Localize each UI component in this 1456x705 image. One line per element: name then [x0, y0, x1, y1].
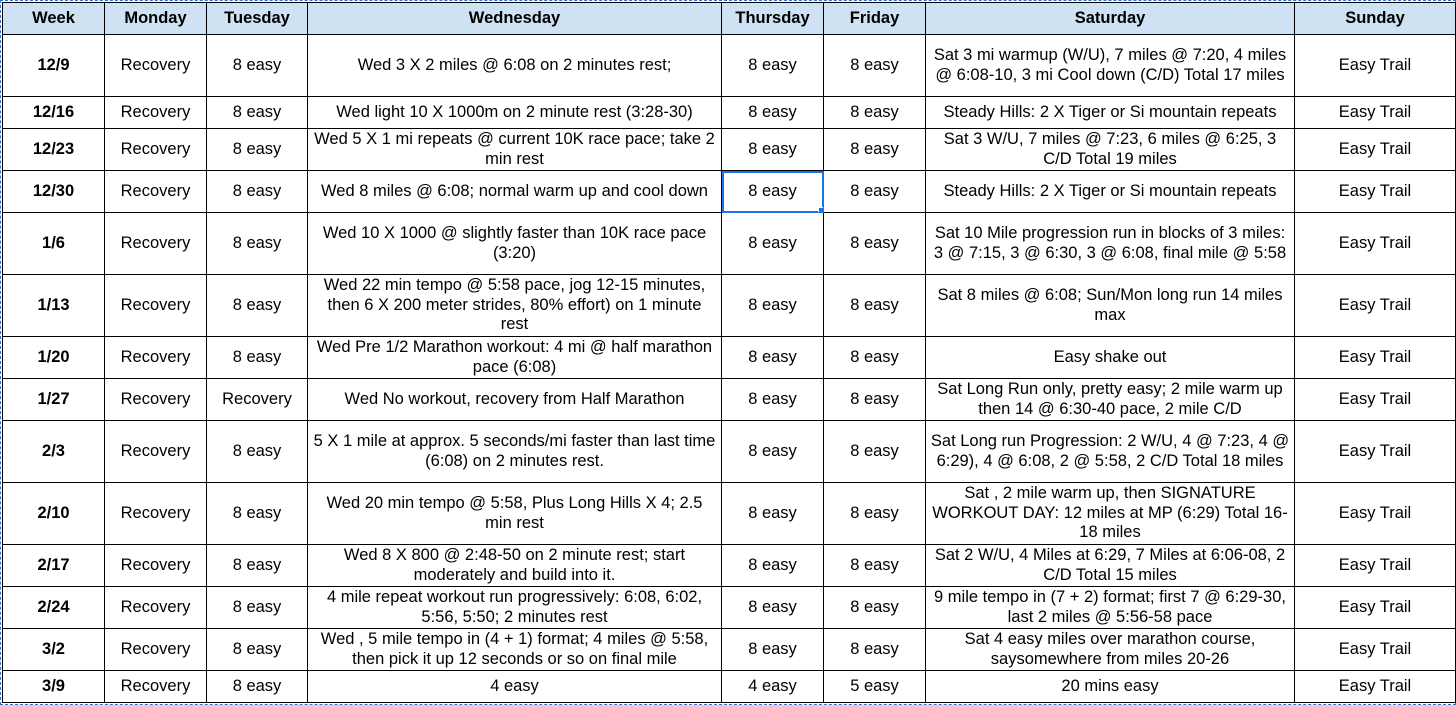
cell-monday[interactable]: Recovery [105, 587, 207, 629]
cell-tuesday[interactable]: 8 easy [207, 671, 308, 703]
cell-monday[interactable]: Recovery [105, 337, 207, 379]
cell-wednesday[interactable]: 4 mile repeat workout run progressively: 6:08, 6:02, 5:56, 5:50; 2 minutes rest [308, 587, 722, 629]
cell-week[interactable]: 2/17 [3, 545, 105, 587]
cell-wednesday[interactable]: 5 X 1 mile at approx. 5 seconds/mi faster than last time (6:08) on 2 minutes rest. [308, 421, 722, 483]
cell-sunday[interactable]: Easy Trail [1295, 379, 1456, 421]
cell-saturday[interactable]: 20 mins easy [926, 671, 1295, 703]
cell-sunday[interactable]: Easy Trail [1295, 587, 1456, 629]
cell-sunday[interactable]: Easy Trail [1295, 545, 1456, 587]
table-row [3, 671, 1456, 703]
cell-wednesday[interactable]: Wed 5 X 1 mi repeats @ current 10K race pace; take 2 min rest [308, 129, 722, 171]
table-row [3, 129, 1456, 171]
cell-wednesday[interactable]: Wed 20 min tempo @ 5:58, Plus Long Hills X 4; 2.5 min rest [308, 483, 722, 545]
cell-wednesday[interactable]: Wed 10 X 1000 @ slightly faster than 10K race pace (3:20) [308, 213, 722, 275]
cell-sunday[interactable]: Easy Trail [1295, 129, 1456, 171]
cell-week[interactable]: 2/10 [3, 483, 105, 545]
cell-friday[interactable]: 8 easy [824, 97, 926, 129]
cell-tuesday[interactable]: 8 easy [207, 129, 308, 171]
cell-saturday[interactable]: Sat , 2 mile warm up, then SIGNATURE WORKOUT DAY: 12 miles at MP (6:29) Total 16-18 miles [926, 483, 1295, 545]
cell-monday[interactable]: Recovery [105, 35, 207, 97]
cell-wednesday[interactable]: 4 easy [308, 671, 722, 703]
cell-week[interactable]: 2/24 [3, 587, 105, 629]
cell-thursday[interactable]: 8 easy [722, 545, 824, 587]
cell-friday[interactable]: 8 easy [824, 629, 926, 671]
cell-saturday[interactable]: Sat 4 easy miles over marathon course, saysomewhere from miles 20-26 [926, 629, 1295, 671]
table-row [3, 35, 1456, 97]
cell-wednesday[interactable]: Wed , 5 mile tempo in (4 + 1) format; 4 miles @ 5:58, then pick it up 12 seconds or so on final mile [308, 629, 722, 671]
header-saturday[interactable]: Saturday [926, 3, 1295, 35]
cell-saturday[interactable]: Sat Long run Progression: 2 W/U, 4 @ 7:23, 4 @ 6:29), 4 @ 6:08, 2 @ 5:58, 2 C/D Total 18 miles [926, 421, 1295, 483]
cell-monday[interactable]: Recovery [105, 545, 207, 587]
table-body [3, 35, 1456, 703]
cell-sunday[interactable]: Easy Trail [1295, 97, 1456, 129]
cell-thursday[interactable]: 8 easy [722, 421, 824, 483]
cell-friday[interactable]: 8 easy [824, 275, 926, 337]
cell-sunday[interactable]: Easy Trail [1295, 171, 1456, 213]
cell-week[interactable]: 12/30 [3, 171, 105, 213]
training-schedule-table [2, 2, 1456, 703]
table-row [3, 337, 1456, 379]
cell-monday[interactable]: Recovery [105, 483, 207, 545]
cell-friday[interactable]: 8 easy [824, 483, 926, 545]
table-row [3, 587, 1456, 629]
cell-thursday-selected[interactable] [722, 171, 824, 213]
table-row [3, 421, 1456, 483]
cell-saturday[interactable]: Steady Hills: 2 X Tiger or Si mountain repeats [926, 97, 1295, 129]
selection-fill-handle[interactable] [818, 207, 824, 213]
cell-monday[interactable]: Recovery [105, 213, 207, 275]
cell-friday[interactable]: 8 easy [824, 421, 926, 483]
cell-tuesday[interactable]: 8 easy [207, 171, 308, 213]
cell-saturday[interactable]: Sat 3 W/U, 7 miles @ 7:23, 6 miles @ 6:25, 3 C/D Total 19 miles [926, 129, 1295, 171]
cell-friday[interactable]: 8 easy [824, 171, 926, 213]
table-row [3, 545, 1456, 587]
cell-sunday[interactable]: Easy Trail [1295, 213, 1456, 275]
cell-wednesday[interactable]: Wed Pre 1/2 Marathon workout: 4 mi @ half marathon pace (6:08) [308, 337, 722, 379]
table-row [3, 213, 1456, 275]
cell-thursday[interactable]: 8 easy [722, 35, 824, 97]
cell-monday[interactable]: Recovery [105, 97, 207, 129]
cell-friday[interactable]: 8 easy [824, 129, 926, 171]
table-row [3, 629, 1456, 671]
cell-tuesday[interactable]: 8 easy [207, 421, 308, 483]
cell-wednesday[interactable]: Wed 8 X 800 @ 2:48-50 on 2 minute rest; start moderately and build into it. [308, 545, 722, 587]
cell-friday[interactable]: 8 easy [824, 213, 926, 275]
cell-saturday[interactable]: Sat Long Run only, pretty easy; 2 mile warm up then 14 @ 6:30-40 pace, 2 mile C/D [926, 379, 1295, 421]
cell-week[interactable]: 1/6 [3, 213, 105, 275]
cell-saturday[interactable]: Steady Hills: 2 X Tiger or Si mountain repeats [926, 171, 1295, 213]
cell-sunday[interactable]: Easy Trail [1295, 483, 1456, 545]
cell-week[interactable]: 3/2 [3, 629, 105, 671]
cell-thursday[interactable]: 8 easy [722, 129, 824, 171]
cell-tuesday[interactable]: 8 easy [207, 337, 308, 379]
cell-week[interactable]: 12/9 [3, 35, 105, 97]
table-row [3, 483, 1456, 545]
header-tuesday[interactable]: Tuesday [207, 3, 308, 35]
cell-sunday[interactable]: Easy Trail [1295, 421, 1456, 483]
cell-thursday[interactable]: 8 easy [722, 275, 824, 337]
table-row [3, 171, 1456, 213]
cell-sunday[interactable]: Easy Trail [1295, 671, 1456, 703]
cell-saturday[interactable]: Sat 2 W/U, 4 Miles at 6:29, 7 Miles at 6:06-08, 2 C/D Total 15 miles [926, 545, 1295, 587]
header-friday[interactable]: Friday [824, 3, 926, 35]
cell-monday[interactable]: Recovery [105, 671, 207, 703]
cell-wednesday[interactable]: Wed light 10 X 1000m on 2 minute rest (3:28-30) [308, 97, 722, 129]
cell-friday[interactable]: 8 easy [824, 379, 926, 421]
cell-tuesday[interactable]: 8 easy [207, 275, 308, 337]
cell-tuesday[interactable]: 8 easy [207, 213, 308, 275]
cell-friday[interactable]: 8 easy [824, 337, 926, 379]
header-week[interactable]: Week [3, 3, 105, 35]
cell-week[interactable]: 1/27 [3, 379, 105, 421]
table-row [3, 97, 1456, 129]
cell-monday[interactable]: Recovery [105, 171, 207, 213]
cell-thursday[interactable]: 8 easy [722, 587, 824, 629]
cell-thursday[interactable]: 8 easy [722, 629, 824, 671]
cell-tuesday[interactable]: 8 easy [207, 587, 308, 629]
cell-week[interactable]: 1/13 [3, 275, 105, 337]
cell-friday[interactable]: 8 easy [824, 35, 926, 97]
cell-saturday[interactable]: Sat 3 mi warmup (W/U), 7 miles @ 7:20, 4 miles @ 6:08-10, 3 mi Cool down (C/D) Total 17 miles [926, 35, 1295, 97]
header-wednesday[interactable]: Wednesday [308, 3, 722, 35]
table-row [3, 379, 1456, 421]
cell-saturday[interactable]: Easy shake out [926, 337, 1295, 379]
cell-wednesday[interactable]: Wed 8 miles @ 6:08; normal warm up and cool down [308, 171, 722, 213]
cell-monday[interactable]: Recovery [105, 629, 207, 671]
cell-tuesday[interactable]: Recovery [207, 379, 308, 421]
cell-week[interactable]: 12/23 [3, 129, 105, 171]
cell-thursday[interactable]: 8 easy [722, 483, 824, 545]
cell-thursday[interactable]: 8 easy [722, 213, 824, 275]
table-row [3, 275, 1456, 337]
cell-tuesday[interactable]: 8 easy [207, 545, 308, 587]
cell-week[interactable]: 12/16 [3, 97, 105, 129]
cell-saturday[interactable]: Sat 10 Mile progression run in blocks of 3 miles: 3 @ 7:15, 3 @ 6:30, 3 @ 6:08, final mile @ 5:58 [926, 213, 1295, 275]
cell-tuesday[interactable]: 8 easy [207, 97, 308, 129]
cell-saturday[interactable]: Sat 8 miles @ 6:08; Sun/Mon long run 14 miles max [926, 275, 1295, 337]
cell-sunday[interactable]: Easy Trail [1295, 629, 1456, 671]
cell-week[interactable]: 3/9 [3, 671, 105, 703]
cell-thursday[interactable]: 4 easy [722, 671, 824, 703]
cell-wednesday[interactable]: Wed No workout, recovery from Half Marathon [308, 379, 722, 421]
cell-thursday[interactable]: 8 easy [722, 379, 824, 421]
cell-wednesday[interactable]: Wed 3 X 2 miles @ 6:08 on 2 minutes rest; [308, 35, 722, 97]
cell-monday[interactable]: Recovery [105, 421, 207, 483]
cell-thursday[interactable]: 8 easy [722, 337, 824, 379]
cell-friday[interactable]: 8 easy [824, 545, 926, 587]
cell-week[interactable]: 2/3 [3, 421, 105, 483]
cell-monday[interactable]: Recovery [105, 129, 207, 171]
cell-sunday[interactable]: Easy Trail [1295, 337, 1456, 379]
cell-tuesday[interactable]: 8 easy [207, 629, 308, 671]
cell-week[interactable]: 1/20 [3, 337, 105, 379]
header-sunday[interactable]: Sunday [1295, 3, 1456, 35]
cell-tuesday[interactable]: 8 easy [207, 483, 308, 545]
header-monday[interactable]: Monday [105, 3, 207, 35]
header-row [3, 3, 1456, 35]
header-thursday[interactable]: Thursday [722, 3, 824, 35]
cell-friday[interactable]: 8 easy [824, 587, 926, 629]
cell-friday[interactable]: 5 easy [824, 671, 926, 703]
cell-tuesday[interactable]: 8 easy [207, 35, 308, 97]
cell-saturday[interactable]: 9 mile tempo in (7 + 2) format; first 7 @ 6:29-30, last 2 miles @ 5:56-58 pace [926, 587, 1295, 629]
cell-monday[interactable]: Recovery [105, 275, 207, 337]
cell-sunday[interactable]: Easy Trail [1295, 275, 1456, 337]
cell-thursday[interactable]: 8 easy [722, 97, 824, 129]
cell-value: 8 easy [748, 181, 797, 200]
cell-monday[interactable]: Recovery [105, 379, 207, 421]
cell-sunday[interactable]: Easy Trail [1295, 35, 1456, 97]
cell-wednesday[interactable]: Wed 22 min tempo @ 5:58 pace, jog 12-15 minutes, then 6 X 200 meter strides, 80% effort) on 1 minute rest [308, 275, 722, 337]
